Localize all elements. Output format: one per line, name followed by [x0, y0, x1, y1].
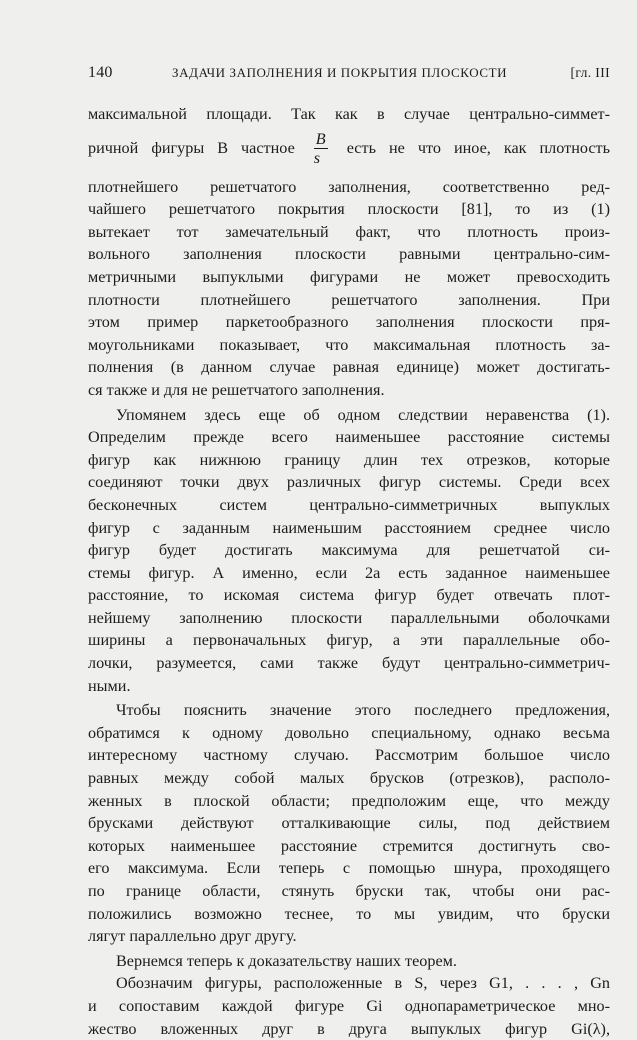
text-line: Определим прежде всего наименьшее расстояние системы [88, 428, 610, 447]
text-line: максимальной площади. Так как в случае центрально-симмет- [88, 105, 610, 123]
running-title: ЗАДАЧИ ЗАПОЛНЕНИЯ И ПОКРЫТИЯ ПЛОСКОСТИ [172, 65, 508, 80]
text-line: фигур будет достигать максимума для решетчатой си- [88, 541, 610, 560]
text-line: и сопоставим каждой фигуре Gi однопараметрическое мно- [88, 996, 610, 1015]
text-line: Обозначим фигуры, расположенные в S, через G1, . . . , Gn [116, 974, 610, 993]
text-line: фигур как нижнюю границу длин тех отрезков, которые [88, 450, 610, 469]
text-line-with-fraction [88, 126, 610, 170]
text-line: нейшему заполнению плоскости параллельными оболочками [88, 608, 610, 627]
text-line: его максимума. Если теперь с помощью шнура, проходящего [88, 859, 610, 878]
page-number: 140 [88, 64, 113, 81]
text-line: моугольниками показывает, что максимальная плотность за- [88, 335, 610, 354]
text-line: женных в плоской области; предположим еще, что между [88, 791, 610, 810]
text-line: соединяют точки двух различных фигур системы. Среди всех [88, 473, 610, 492]
text-line: лочки, разумеется, сами также будут центрально-симметрич- [88, 654, 610, 673]
text-line: фигур с заданным наименьшим расстоянием среднее число [88, 518, 610, 537]
text-line: Упомянем здесь еще об одном следствии неравенства (1). [116, 405, 610, 424]
text-line: которых наименьшее расстояние стремится достигнуть сво- [88, 836, 610, 855]
text-line: ся также и для не решетчатого заполнения. [88, 380, 385, 399]
text-line: расстояние, то искомая система фигур будет отвечать плот- [88, 586, 610, 605]
text-line: плотности плотнейшего решетчатого заполнения. При [88, 290, 610, 309]
chapter-marker: [гл. III [570, 65, 610, 80]
text-line: ричной фигуры B частное [88, 138, 295, 157]
text-line: полнения (в данном случае равная единице) может достигать- [88, 358, 610, 377]
text-line: стемы фигур. А именно, если 2a есть заданное наименьшее [88, 563, 610, 582]
text-line: чайшего решетчатого покрытия плоскости [81], то из (1) [88, 200, 610, 219]
running-head [88, 64, 610, 88]
text-line: плотнейшего решетчатого заполнения, соответственно ред- [88, 177, 610, 196]
fraction [314, 130, 328, 167]
text-line: бесконечных систем центрально-симметричных выпуклых [88, 495, 610, 514]
text-line: Вернемся теперь к доказательству наших теорем. [116, 951, 457, 970]
text-line: вольного заполнения плоскости равными центрально-сим- [88, 245, 610, 264]
text-line: Чтобы пояснить значение этого последнего предложения, [116, 701, 610, 720]
text-line: ными. [88, 676, 131, 695]
text-line: интересному частному случаю. Рассмотрим большое число [88, 746, 610, 765]
text-line: метричными выпуклыми фигурами не может превосходить [88, 267, 610, 286]
text-line: положились возможно теснее, то мы увидим, что бруски [88, 904, 610, 923]
fraction-denominator: s [313, 149, 321, 168]
fraction-numerator: B [315, 130, 326, 149]
text-line: ширины a первоначальных фигур, а эти параллельные обо- [88, 631, 610, 650]
text-line: брусками действуют отталкивающие силы, под действием [88, 814, 610, 833]
body-text [88, 103, 610, 1040]
text-line: равных между собой малых брусков (отрезков), располо- [88, 769, 610, 788]
text-line: есть не что иное, как плотность [346, 138, 610, 157]
text-line: этом пример паркетообразного заполнения плоскости пря- [88, 313, 610, 332]
text-line: обратимся к одному довольно специальному, однако весьма [88, 723, 610, 742]
text-line: лягут параллельно друг другу. [88, 927, 297, 946]
text-line: жество вложенных друг в друга выпуклых фигур Gi(λ), [88, 1019, 610, 1038]
text-line: вытекает тот замечательный факт, что плотность произ- [88, 222, 610, 241]
text-line: по границе области, стянуть бруски так, чтобы они рас- [88, 882, 610, 900]
